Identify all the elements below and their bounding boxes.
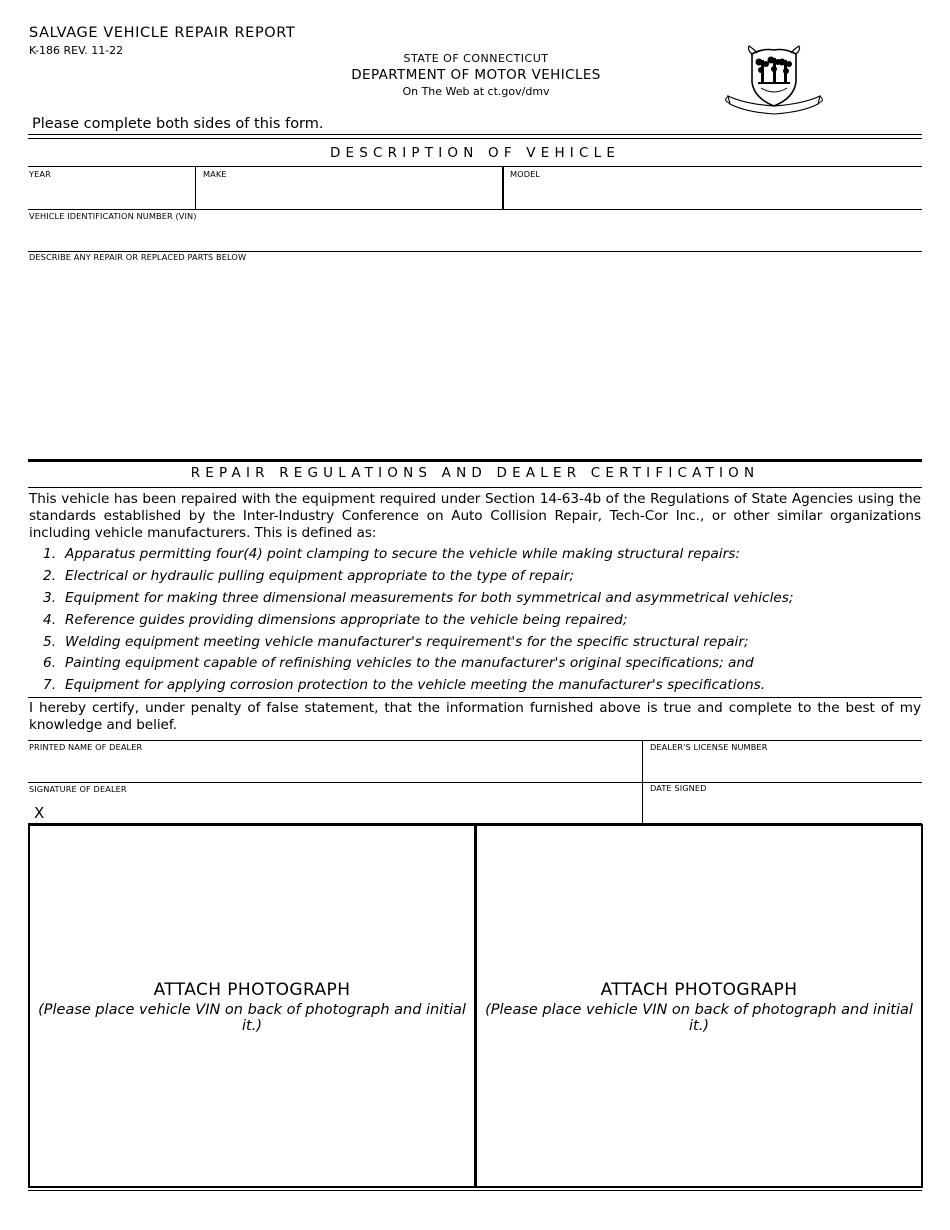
model-field[interactable]: [504, 167, 922, 209]
printed-name-label: PRINTED NAME OF DEALER: [29, 742, 143, 752]
certification-intro: This vehicle has been repaired with the equipment required under Section 14-63-4b of the Regulations of State Agencies using the standards established by the Inter-Industry Conference on Auto Collision Repair, Tech-Cor Inc., or other similar organizations including vehicle manufacturers. This is defined as:: [29, 491, 921, 541]
form-title: SALVAGE VEHICLE REPAIR REPORT: [29, 25, 296, 41]
vehicle-section-title: DESCRIPTION OF VEHICLE: [329, 145, 621, 161]
requirements-list: [38, 544, 918, 697]
header-rule-top: [28, 134, 922, 135]
make-label: MAKE: [203, 169, 227, 179]
license-number-field[interactable]: [643, 741, 922, 782]
list-item: 5. Welding equipment meeting vehicle manufacturer's requirement's for the specific structural repair;: [43, 633, 749, 650]
certification-statement: I hereby certify, under penalty of false statement, that the information furnished above is true and complete to the best of my knowledge and belief.: [29, 700, 921, 733]
date-signed-label: DATE SIGNED: [650, 783, 707, 793]
signature-field[interactable]: [28, 783, 642, 823]
state-name: STATE OF CONNECTICUT: [403, 52, 549, 65]
form-number: K-186 REV. 11-22: [29, 44, 124, 57]
make-field[interactable]: [196, 167, 502, 209]
signature-x-mark: X: [34, 804, 45, 822]
state-seal-icon: [725, 44, 823, 128]
list-item: 1. Apparatus permitting four(4) point clamping to secure the vehicle while making structural repairs:: [43, 546, 740, 562]
department-name: DEPARTMENT OF MOTOR VEHICLES: [351, 67, 601, 83]
signature-label: SIGNATURE OF DEALER: [29, 784, 127, 794]
printed-name-field[interactable]: [28, 741, 642, 782]
vin-field[interactable]: [28, 210, 922, 250]
year-field[interactable]: [28, 167, 195, 209]
photo-area-left[interactable]: [28, 824, 476, 1188]
repairs-label: DESCRIBE ANY REPAIR OR REPLACED PARTS BELOW: [29, 252, 247, 262]
list-item: 6. Painting equipment capable of refinishing vehicles to the manufacturer's original specifications; and: [43, 655, 754, 672]
certification-rule: [28, 459, 922, 462]
photo-heading: ATTACH PHOTOGRAPH: [153, 980, 351, 1000]
certification-section-title: REPAIR REGULATIONS AND DEALER CERTIFICATION: [190, 465, 760, 481]
list-item: 3. Equipment for making three dimensional measurements for both symmetrical and asymmetrical vehicles;: [43, 589, 794, 606]
photo-note: (Please place vehicle VIN on back of photograph and initial it.): [485, 1002, 913, 1034]
list-item: 7. Equipment for applying corrosion protection to the vehicle meeting the manufacturer's specifications.: [43, 677, 766, 694]
photo-heading: ATTACH PHOTOGRAPH: [600, 980, 798, 1000]
header-rule-bottom: [28, 138, 922, 139]
list-item: 2. Electrical or hydraulic pulling equipment appropriate to the type of repair;: [43, 567, 575, 584]
list-item: 4. Reference guides providing dimensions appropriate to the vehicle being repaired;: [43, 611, 628, 628]
date-signed-field[interactable]: [643, 783, 922, 823]
photo-area-right[interactable]: [475, 824, 923, 1188]
model-label: MODEL: [510, 169, 541, 179]
website-line: On The Web at ct.gov/dmv: [402, 85, 550, 98]
photo-note: (Please place vehicle VIN on back of photograph and initial it.): [38, 1002, 466, 1034]
instruction-text: Please complete both sides of this form.: [32, 116, 324, 132]
vin-label: VEHICLE IDENTIFICATION NUMBER (VIN): [29, 211, 197, 221]
license-number-label: DEALER'S LICENSE NUMBER: [650, 742, 768, 752]
year-label: YEAR: [29, 169, 51, 179]
repairs-field[interactable]: [28, 252, 922, 457]
